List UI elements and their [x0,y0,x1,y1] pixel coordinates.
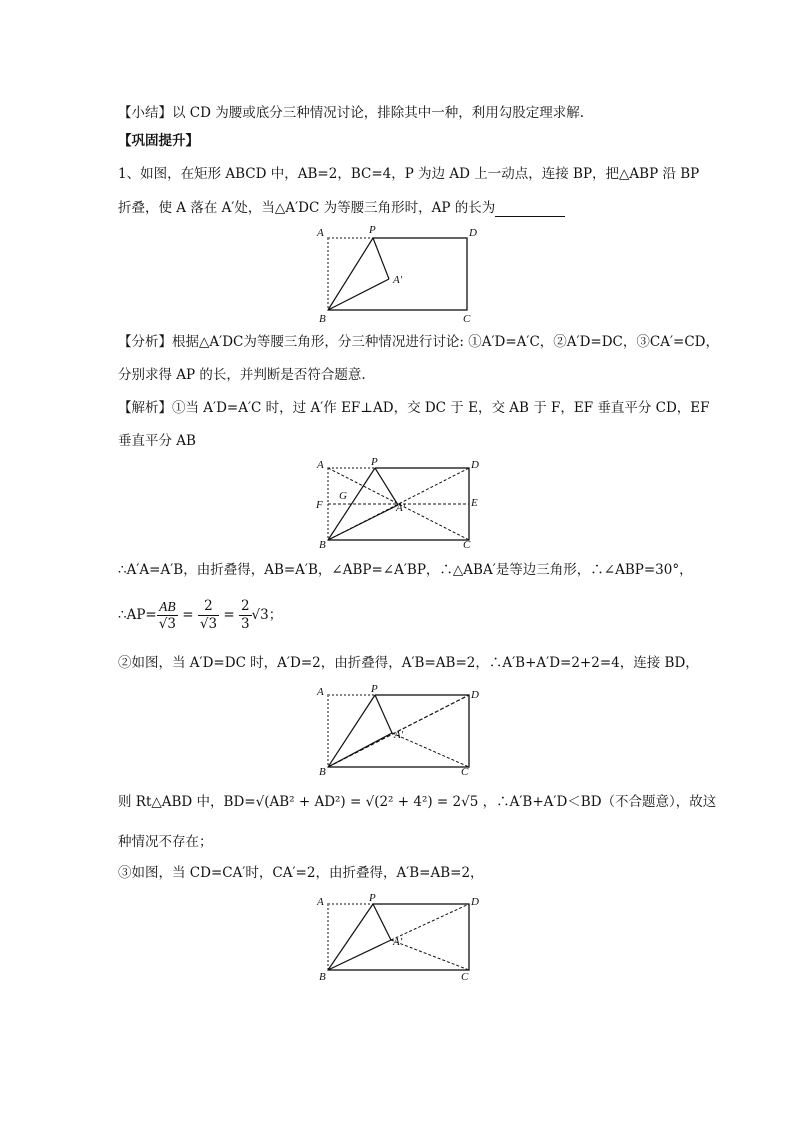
label-d: D [469,227,477,239]
label-a-prime: A′ [393,274,403,286]
sqrt-3: √3 [251,607,269,623]
figure-4 [310,890,490,985]
solution-line-3: ∴A′A=A′B，由折叠得，AB=A′B，∠ABP=∠A′BP，∴△ABA′是等边三角形，∴∠ABP=30°， [118,562,693,578]
case-2-calculation: 则 Rt△ABD 中，BD=√(AB² + AD²) = √(2² + 4²) = 2√5 ，∴A′B+A′D＜BD（不合题意），故这 [118,794,717,810]
label-a: A [317,686,324,698]
label-g: G [339,490,347,502]
ap-formula [118,598,282,633]
problem-line-2 [118,199,565,217]
summary-text: 以 CD 为腰或底分三种情况讨论，排除其中一种，利用勾股定理求解. [172,105,585,121]
analysis-line-2: 分别求得 AP 的长，并判断是否符合题意. [118,367,366,383]
figure-2 [310,455,490,550]
semicolon: ； [268,607,283,623]
segment-pa-prime [373,238,389,279]
analysis-line-1 [118,333,719,351]
section-title: 【巩固提升】 [118,133,199,149]
label-p: P [371,683,378,695]
label-b: B [319,313,326,325]
fraction-1-denominator: √3 [158,616,176,632]
label-b: B [319,539,326,550]
label-a: A [317,896,324,908]
label-b: B [319,766,326,777]
solution-text-1: ①当 A′D=A′C 时，过 A′作 EF⊥AD，交 DC 于 E，交 AB 于 F，EF 垂直平分 CD，EF [172,400,710,416]
answer-blank [495,202,565,217]
label-d: D [471,459,479,471]
figure-1 [310,222,490,326]
fraction-2-denominator: √3 [199,616,218,632]
label-p: P [369,892,376,904]
label-c: C [461,766,469,777]
segment-pa-prime [375,468,398,505]
analysis-text-1: 根据△A′DC为等腰三角形，分三种情况进行讨论: ①A′D=A′C，②A′D=DC，③CA′=CD， [172,334,719,350]
label-a: A [317,459,324,471]
analysis-tag: 【分析】 [118,334,172,350]
label-c: C [461,971,469,983]
fraction-2-3 [239,598,252,633]
case-2-end: 种情况不存在； [118,834,213,850]
label-a-prime: A′ [393,936,403,948]
equals-2: = [223,607,235,623]
label-f: F [316,499,323,511]
segment-a-prime-d-dashed [391,904,469,940]
label-c: C [463,313,471,325]
segment-bp [328,904,373,970]
segment-ba-prime [328,940,391,970]
fraction-3-numerator: 2 [240,598,250,614]
figure-3 [310,682,490,777]
label-p: P [369,224,376,236]
fraction-1-numerator: AB [157,598,178,616]
segment-a-prime-c-dashed [392,733,469,767]
solution-tag: 【解析】 [118,400,172,416]
label-a-prime: A′ [394,729,404,741]
segment-bp [328,695,375,767]
label-c: C [463,539,471,550]
case-3-line: ③如图，当 CD=CA′时，CA′=2，由折叠得，A′B=AB=2， [118,865,484,881]
fraction-ab-sqrt3 [157,598,178,633]
label-d: D [471,896,479,908]
problem-line-1: 1、如图，在矩形 ABCD 中，AB=2，BC=4，P 为边 AD 上一动点，连接 BP，把△ABP 沿 BP [118,166,700,182]
summary-tag: 【小结】 [118,105,172,121]
problem-line-2-text: 折叠，使 A 落在 A′处，当△A′DC 为等腰三角形时，AP 的长为 [118,200,496,216]
case-2-line: ②如图，当 A′D=DC 时，A′D=2，由折叠得，A′B=AB=2，∴A′B+A′D=2+2=4，连接 BD， [118,655,699,671]
segment-pa-prime [373,904,391,940]
label-p: P [371,456,378,468]
label-a: A [317,227,324,239]
fraction-2-sqrt3 [198,598,219,633]
label-e: E [471,497,478,509]
label-d: D [471,689,479,701]
ap-prefix: ∴AP= [118,607,157,623]
solution-line-2: 垂直平分 AB [118,433,196,449]
equals-1: = [182,607,194,623]
label-a-prime: A′ [396,502,406,514]
solution-line-1 [118,399,710,417]
label-b: B [319,971,326,983]
fraction-3-denominator: 3 [240,616,250,632]
segment-pa-prime [375,695,392,733]
segment-a-prime-c-dashed [391,940,469,970]
fraction-2-numerator: 2 [198,598,219,616]
summary-line [118,104,584,122]
